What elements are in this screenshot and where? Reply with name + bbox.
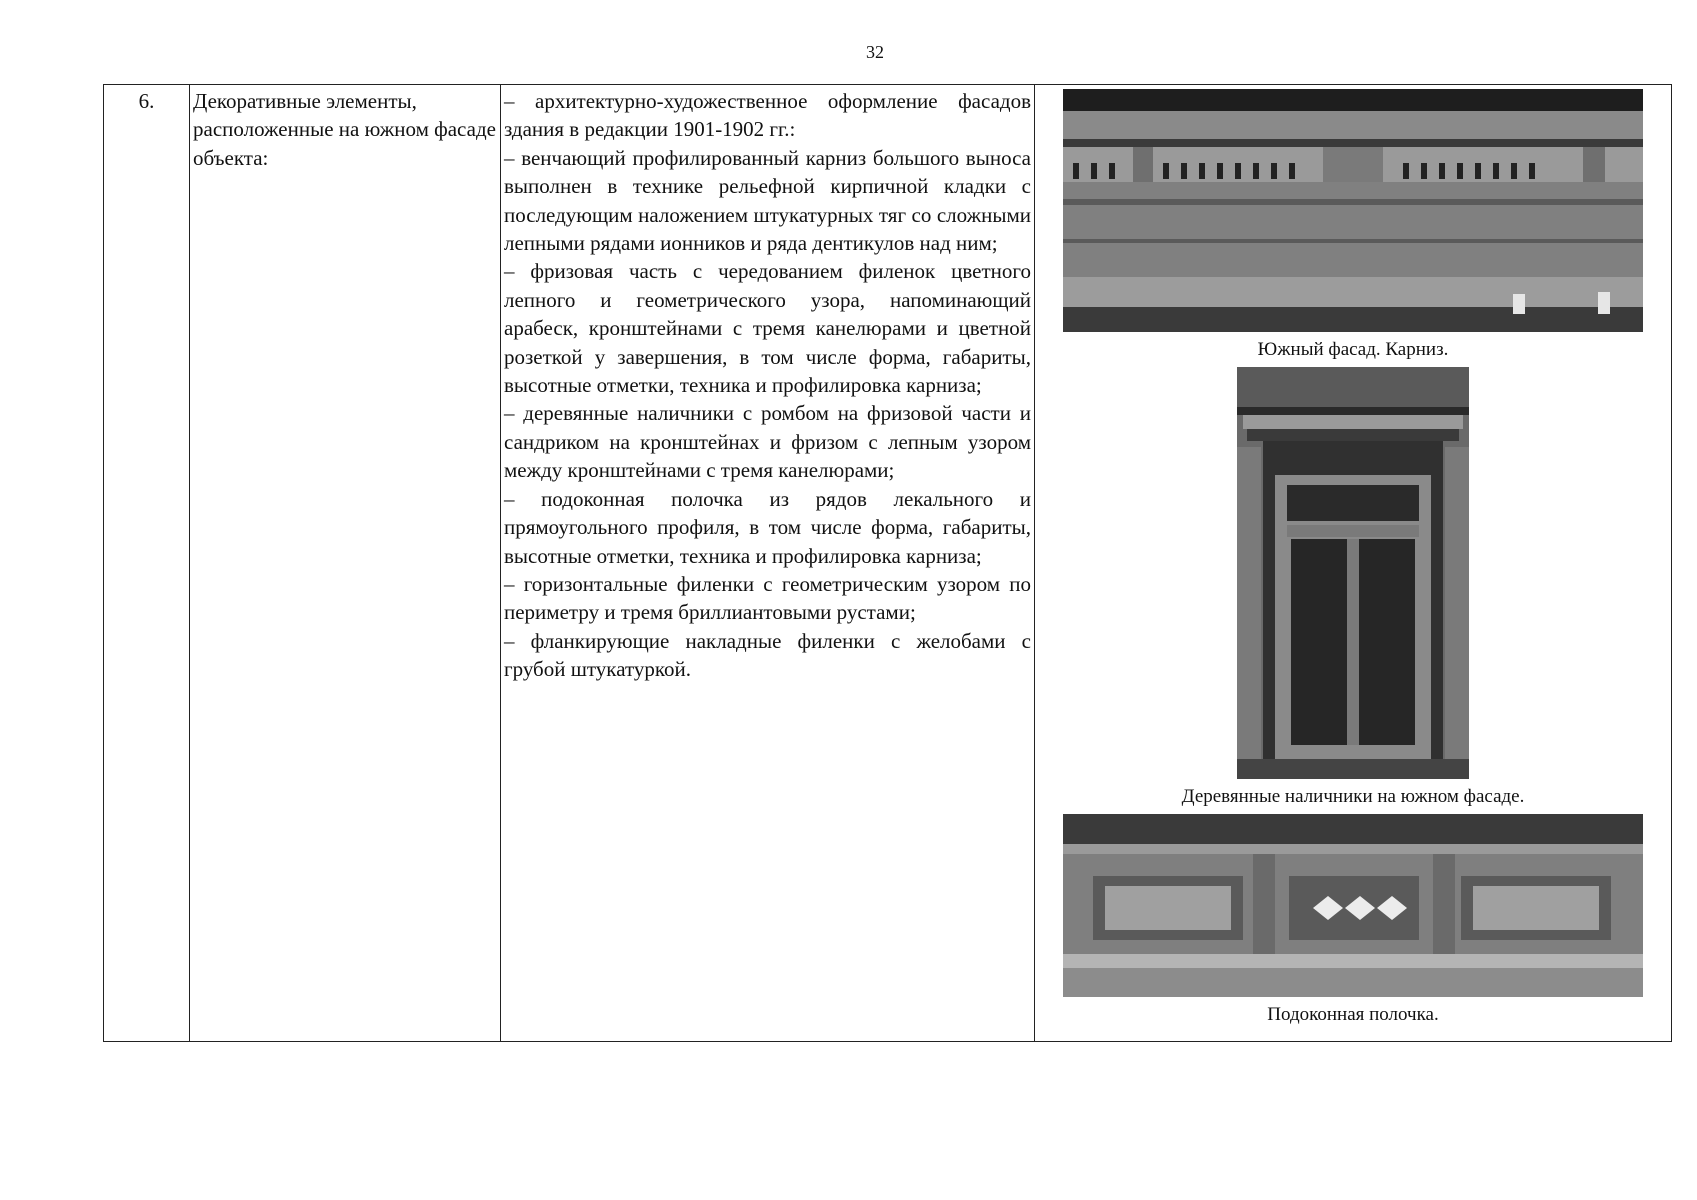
list-item: – фланкирующие накладные филенки с желобами с грубой штукатуркой. xyxy=(504,628,1031,682)
page-number: 32 xyxy=(866,42,884,62)
table-row xyxy=(104,85,1672,1042)
photo-caption: Деревянные наличники на южном фасаде. xyxy=(1181,786,1525,807)
elements-list xyxy=(501,85,1035,1042)
row-number: 6. xyxy=(104,85,190,1042)
list-item: – венчающий профилированный карниз большого выноса выполнен в технике рельефной кирпичной кладки с последующим наложением штукатурных тяг со сложными лепными рядами ионников и ряда дентикулов над ним; xyxy=(504,145,1031,256)
photo-window xyxy=(1237,367,1469,779)
object-description: Декоративные элементы, расположенные на южном фасаде объекта: xyxy=(190,85,501,1042)
photo-caption: Южный фасад. Карниз. xyxy=(1257,339,1449,360)
photo-cornice xyxy=(1063,89,1643,332)
photo-caption: Подоконная полочка. xyxy=(1267,1004,1439,1025)
list-item: – деревянные наличники с ромбом на фризовой части и сандриком на кронштейнах и фризом с лепным узором между кронштейнами с тремя канелюрами; xyxy=(504,401,1031,483)
list-item: – архитектурно-художественное оформление фасадов здания в редакции 1901-1902 гг.: xyxy=(504,89,1031,142)
list-item: – фризовая часть с чередованием филенок цветного лепного и геометрического узора, напоминающий арабеск, кронштейнами с тремя канелюрами и цветной розеткой у завершения, в том числе форма, габариты, высотные отметки, техника и профилировка карниза; xyxy=(504,259,1031,398)
photo-sill xyxy=(1063,814,1643,997)
list-item: – подоконная полочка из рядов лекального и прямоугольного профиля, в том числе форма, габариты, высотные отметки, техника и профилировка карниза; xyxy=(504,486,1031,568)
protection-table xyxy=(103,84,1672,1042)
photos-cell xyxy=(1035,85,1672,1042)
list-item: – горизонтальные филенки с геометрическим узором по периметру и тремя бриллиантовыми рустами; xyxy=(504,571,1031,625)
